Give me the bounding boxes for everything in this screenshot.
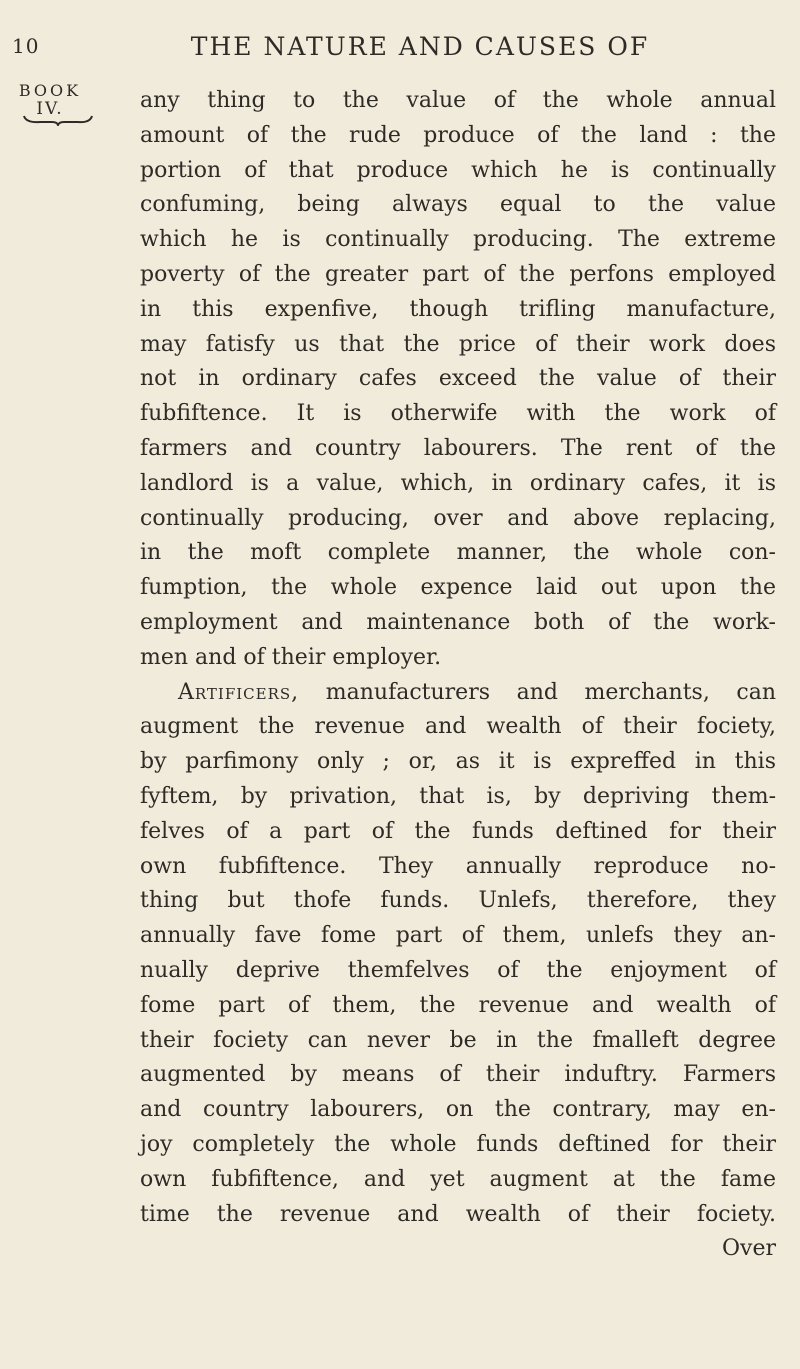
text-line: any thing to the value of the whole annual xyxy=(140,88,776,113)
text-line: not in ordinary cafes exceed the value of their xyxy=(140,366,776,392)
body-text xyxy=(140,84,776,1267)
text-line: confuming, being always equal to the value xyxy=(140,192,776,218)
text-line: time the revenue and wealth of their fociety. xyxy=(140,1201,776,1227)
text-line: poverty of the greater part of the perfons employed xyxy=(140,261,776,287)
text-line: men and of their employer. xyxy=(140,644,442,670)
text-line: annually fave fome part of them, unlefs they an- xyxy=(140,923,776,949)
paragraph-continuation xyxy=(140,84,776,676)
text-line: may fatisfy us that the price of their work does xyxy=(140,331,776,357)
catchword: Over xyxy=(721,1236,776,1262)
text-line: employment and maintenance both of the work- xyxy=(140,609,776,635)
margin-book-word: BOOK xyxy=(18,81,82,100)
text-line: own fubfiftence, and yet augment at the fame xyxy=(140,1166,776,1192)
text-line: in this expenfive, though trifling manufacture, xyxy=(140,296,776,322)
text-line: augmented by means of their induftry. Farmers xyxy=(140,1062,776,1088)
text-line: and country labourers, on the contrary, may en- xyxy=(140,1097,776,1123)
page-number: 10 xyxy=(12,34,40,58)
text-line: amount of the rude produce of the land : the xyxy=(140,122,776,148)
text-line: augment the revenue and wealth of their fociety, xyxy=(140,714,776,740)
text-line: felves of a part of the funds deftined for their xyxy=(140,818,776,844)
text-line: fyftem, by privation, that is, by depriving them- xyxy=(140,783,776,809)
text-line: thing but thofe funds. Unlefs, therefore, they xyxy=(140,888,776,914)
text-line: in the moft complete manner, the whole con- xyxy=(140,540,776,566)
margin-volume-number: IV. xyxy=(36,99,64,119)
text-line: which he is continually producing. The extreme xyxy=(140,227,776,253)
paragraph-artificers xyxy=(140,676,776,1268)
text-line: their fociety can never be in the fmalleft degree xyxy=(140,1027,776,1053)
text-line: farmers and country labourers. The rent of the xyxy=(140,435,776,461)
lead-word: Artificers, xyxy=(178,679,300,705)
text-line: portion of that produce which he is continually xyxy=(140,157,776,183)
text-line: fome part of them, the revenue and wealth of xyxy=(140,992,776,1018)
text-line: by parfimony only ; or, as it is expreffed in this xyxy=(140,749,776,775)
text-line: own fubfiftence. They annually reproduce no- xyxy=(140,853,776,879)
margin-book-label xyxy=(10,82,90,118)
margin-brace-ornament xyxy=(22,114,94,126)
running-title: THE NATURE AND CAUSES OF xyxy=(190,32,650,61)
text-line: landlord is a value, which, in ordinary cafes, it is xyxy=(140,470,776,496)
text-line xyxy=(140,676,776,711)
text-line: nually deprive themfelves of the enjoyment of xyxy=(140,957,776,983)
text-line: fubfiftence. It is otherwife with the work of xyxy=(140,401,776,427)
text-line: joy completely the whole funds deftined for their xyxy=(140,1131,776,1157)
text-line: continually producing, over and above replacing, xyxy=(140,505,776,531)
text-line: fumption, the whole expence laid out upon the xyxy=(140,575,776,601)
lead-line-rest: manufacturers and merchants, can xyxy=(325,679,776,705)
